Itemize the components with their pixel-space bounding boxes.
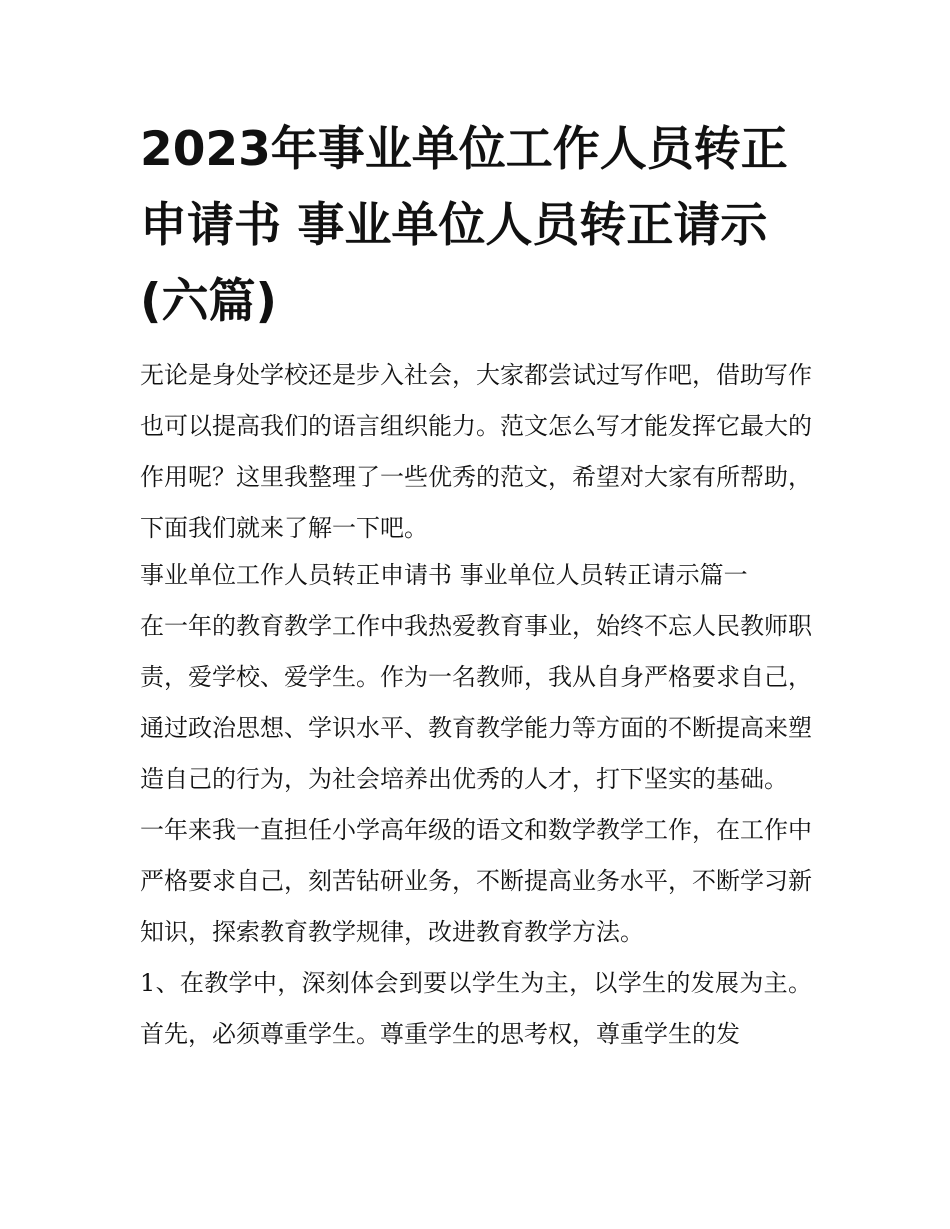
intro-paragraph: 无论是身处学校还是步入社会，大家都尝试过写作吧，借助写作也可以提高我们的语言组织能力。范文怎么写才能发挥它最大的作用呢？这里我整理了一些优秀的范文，希望对大家有所帮助，下面我们就来了解一下吧。 (140, 361, 812, 542)
section-heading: 事业单位工作人员转正申请书 事业单位人员转正请示篇一 (140, 561, 748, 589)
body-paragraph-1: 在一年的教育教学工作中我热爱教育事业，始终不忘人民教师职责，爱学校、爱学生。作为一名教师，我从自身严格要求自己，通过政治思想、学识水平、教育教学能力等方面的不断提高来塑造自己的行为，为社会培养出优秀的人才，打下坚实的基础。 (140, 612, 812, 793)
document-title: 2023年事业单位工作人员转正申请书 事业单位人员转正请示(六篇) (140, 122, 788, 329)
body-paragraph-2: 一年来我一直担任小学高年级的语文和数学教学工作，在工作中严格要求自己，刻苦钻研业务，不断提高业务水平，不断学习新知识，探索教育教学规律，改进教育教学方法。 (140, 816, 812, 946)
body-paragraph-3: 1、在教学中，深刻体会到要以学生为主，以学生的发展为主。首先，必须尊重学生。尊重学生的思考权，尊重学生的发 (140, 969, 812, 1048)
document-page (140, 112, 812, 1060)
